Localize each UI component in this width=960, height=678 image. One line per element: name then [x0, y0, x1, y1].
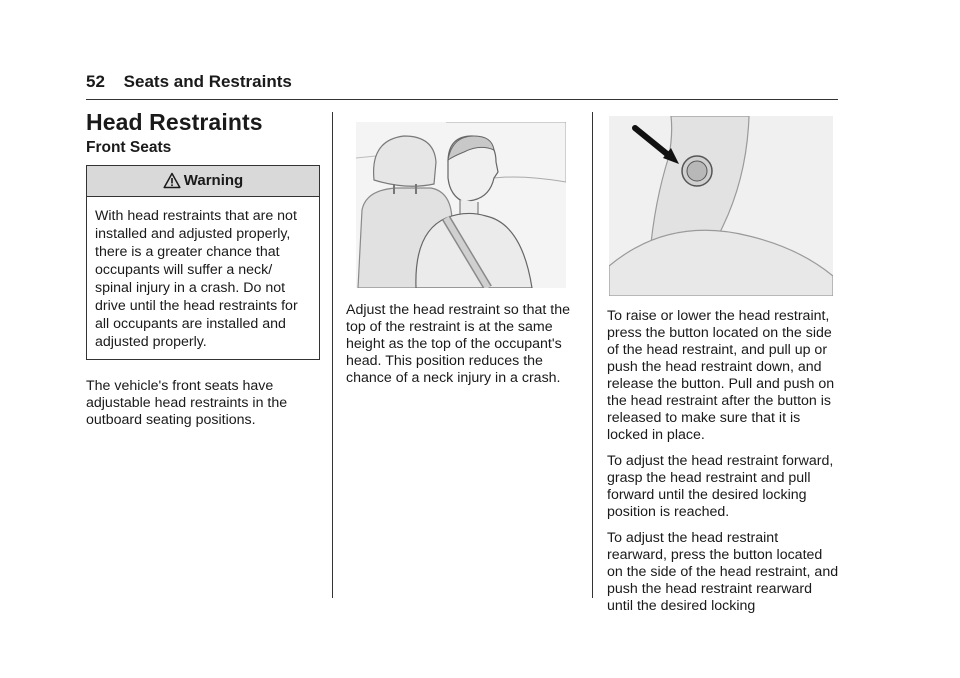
- page-number: 52: [86, 72, 105, 91]
- warning-triangle-icon: [163, 172, 181, 189]
- column-divider: [592, 112, 593, 598]
- page-header: [86, 72, 838, 100]
- raise-lower-paragraph: To raise or lower the head restraint, press the button located on the side of the head restraint, and pull up or push the head restraint down, and release the button. Pull and push on the head restraint after the button is released to make sure that it is locked in place.: [607, 308, 835, 443]
- warning-header: [87, 166, 319, 197]
- section-title: Seats and Restraints: [123, 72, 292, 91]
- warning-label: Warning: [183, 172, 244, 189]
- column-divider: [332, 112, 333, 598]
- warning-text: With head restraints that are not installed and adjusted properly, there is a greater chance that occupants will suffer a neck/ spinal injury in a crash. Do not drive until the head restraints for all occupants are installed and adjusted properly.: [95, 208, 298, 350]
- head-restraint-button-illustration: [609, 116, 833, 296]
- intro-paragraph: The vehicle's front seats have adjustable head restraints in the outboard seating positions.: [86, 378, 288, 428]
- adjust-rearward-paragraph: To adjust the head restraint rearward, press the button located on the side of the head restraint, and push the head restraint rearward until the desired locking: [607, 530, 839, 614]
- page-title: Head Restraints: [86, 109, 263, 135]
- column-right: [607, 112, 841, 624]
- column-left: [86, 109, 320, 438]
- driver-head-restraint-illustration: [356, 122, 566, 288]
- warning-box: [86, 165, 320, 360]
- section-subtitle: Front Seats: [86, 139, 172, 156]
- adjust-height-paragraph: Adjust the head restraint so that the top of the restraint is at the same height as the top of the occupant's head. This position reduces the chance of a neck injury in a crash.: [346, 302, 570, 386]
- column-middle: [346, 112, 578, 396]
- adjust-forward-paragraph: To adjust the head restraint forward, grasp the head restraint and pull forward until the desired locking position is reached.: [607, 453, 834, 520]
